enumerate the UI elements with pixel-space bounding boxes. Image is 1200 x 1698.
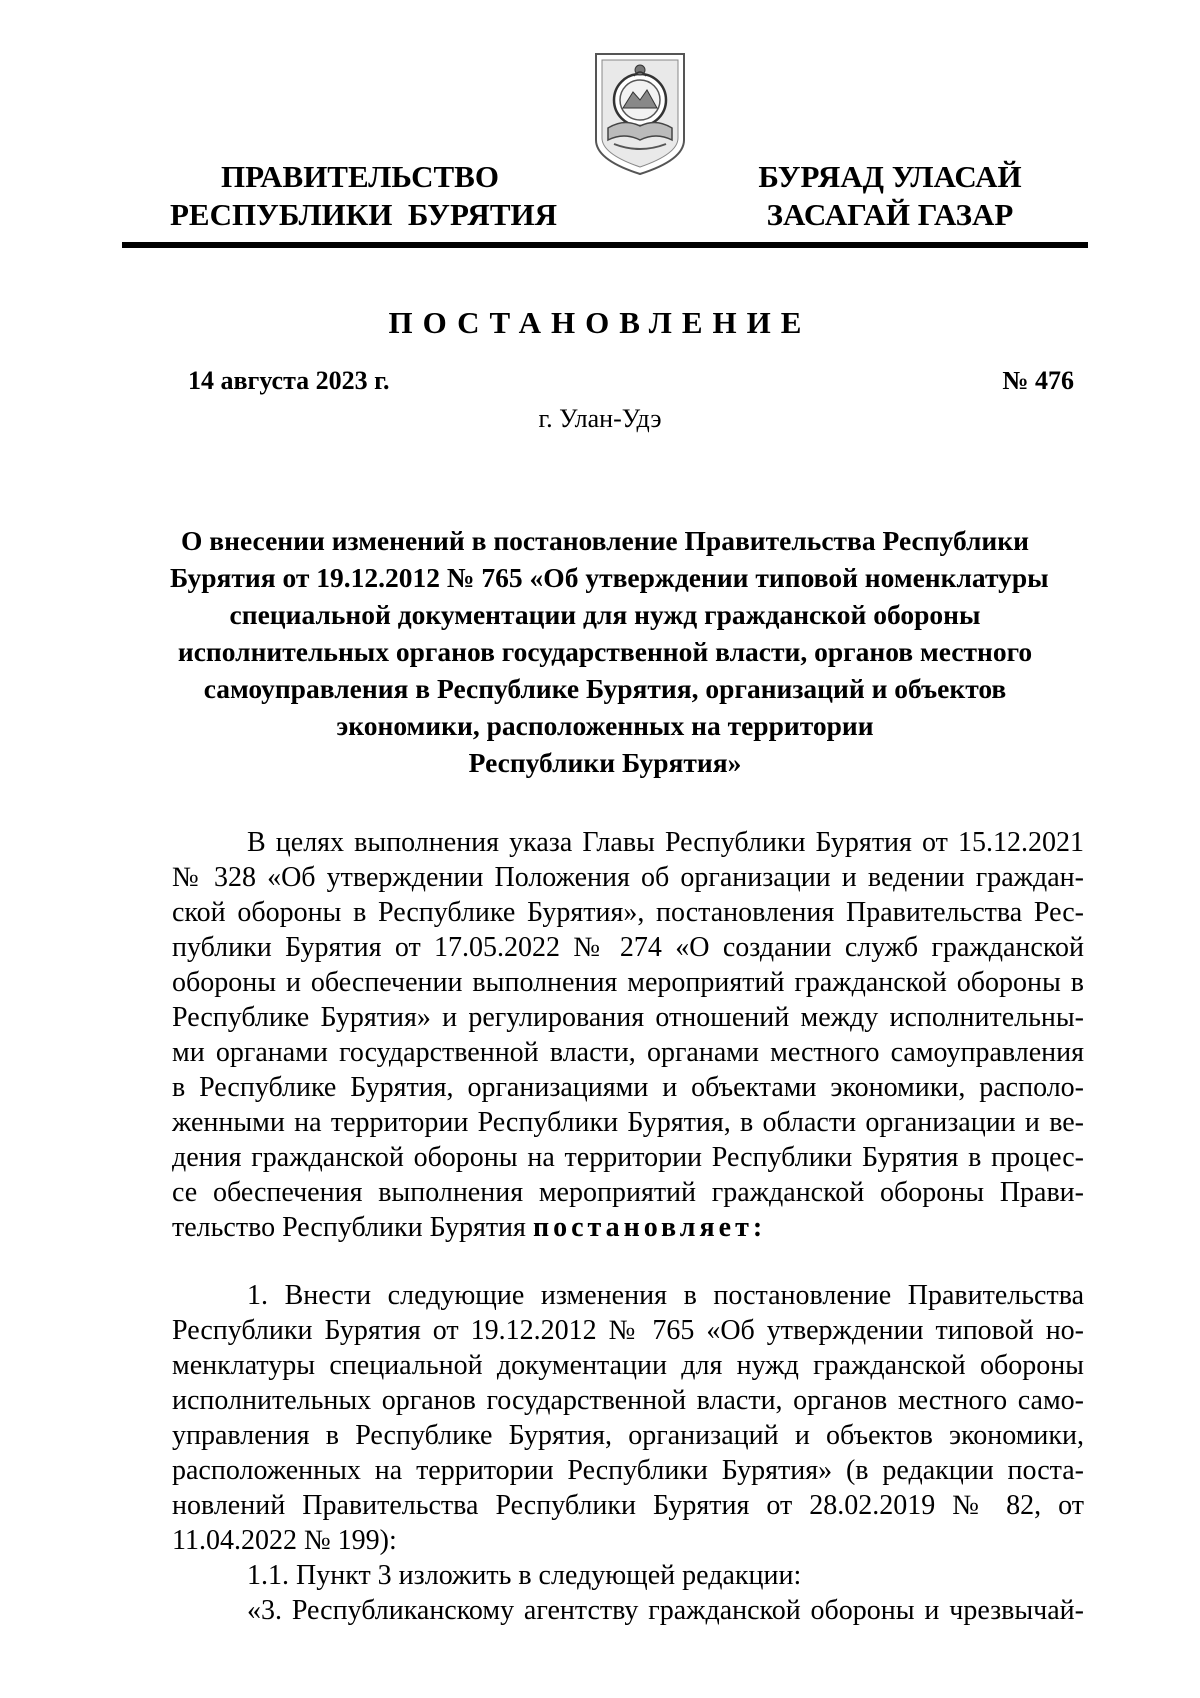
preamble-line: Республике Бурятия» и регулирования отношений между исполнительны-: [172, 1002, 1084, 1033]
preamble-line: В целях выполнения указа Главы Республики Бурятия от 15.12.2021: [247, 827, 1084, 858]
preamble-last-line-text: тельство Республики Бурятия: [172, 1212, 533, 1243]
org-name-russian-line1: ПРАВИТЕЛЬСТВО: [221, 159, 499, 194]
item-1-line: расположенных на территории Республики Бурятия» (в редакции поста-: [172, 1455, 1084, 1486]
resolution-keyword: постановляет:: [532, 1212, 767, 1243]
document-city: г. Улан-Удэ: [538, 404, 662, 433]
preamble-line: в Республике Бурятия, организациями и объектами экономики, располо-: [172, 1072, 1084, 1103]
org-name-buryat-line2: ЗАСАГАЙ ГАЗАР: [766, 197, 1014, 232]
coat-of-arms-icon: [590, 48, 690, 178]
item-1-line: управления в Республике Бурятия, организаций и объектов экономики,: [172, 1420, 1084, 1451]
item-1-line: новлений Правительства Республики Бурятия от 28.02.2019 № 82, от: [172, 1490, 1084, 1521]
preamble-line: публики Бурятия от 17.05.2022 № 274 «О создании служб гражданской: [172, 932, 1084, 963]
document-title: [170, 522, 1049, 781]
preamble-line: ми органами государственной власти, органами местного самоуправления: [172, 1037, 1084, 1068]
title-line: О внесении изменений в постановление Правительства Республики: [181, 525, 1029, 556]
header-divider: [122, 242, 1088, 248]
org-name-russian-line2: РЕСПУБЛИКИ БУРЯТИЯ: [170, 197, 558, 232]
preamble-line: се обеспечения выполнения мероприятий гражданской обороны Прави-: [172, 1177, 1084, 1208]
title-line: специальной документации для нужд гражданской обороны: [229, 599, 981, 630]
org-name-russian: [170, 158, 558, 234]
document-body: [172, 825, 1084, 1628]
item-1-line: Республики Бурятия от 19.12.2012 № 765 «Об утверждении типовой но-: [172, 1315, 1084, 1346]
title-line: экономики, расположенных на территории: [336, 710, 874, 741]
title-line: исполнительных органов государственной власти, органов местного: [177, 636, 1033, 667]
document-number: № 476: [1002, 366, 1074, 395]
item-1-line: 11.04.2022 № 199):: [172, 1525, 397, 1556]
document-date: 14 августа 2023 г.: [188, 366, 390, 395]
preamble-line: обороны и обеспечении выполнения мероприятий гражданской обороны в: [172, 967, 1084, 998]
item-1-paragraph: [172, 1278, 1084, 1558]
title-line: Республики Бурятия»: [468, 747, 742, 778]
paragraph-gap: [172, 1245, 1084, 1278]
org-name-buryat: [740, 158, 1040, 234]
preamble-line: ской обороны в Республике Бурятия», постановления Правительства Рес-: [172, 897, 1084, 928]
preamble-last-line: [172, 1210, 1084, 1245]
item-3-quote: «3. Республиканскому агентству гражданской обороны и чрезвычай-: [247, 1595, 1084, 1626]
preamble-line: дения гражданской обороны на территории Республики Бурятия в процес-: [172, 1142, 1084, 1173]
document-type: ПОСТАНОВЛЕНИЕ: [388, 305, 812, 340]
item-1-line: менклатуры специальной документации для нужд гражданской обороны: [172, 1350, 1084, 1381]
preamble-line: № 328 «Об утверждении Положения об организации и ведении граждан-: [172, 862, 1084, 893]
item-1-line: исполнительных органов государственной власти, органов местного само-: [172, 1385, 1084, 1416]
item-1-1: 1.1. Пункт 3 изложить в следующей редакции:: [247, 1560, 802, 1591]
title-line: Бурятия от 19.12.2012 № 765 «Об утверждении типовой номенклатуры: [170, 562, 1049, 593]
preamble-line: женными на территории Республики Бурятия, в области организации и ве-: [172, 1107, 1084, 1138]
title-line: самоуправления в Республике Бурятия, организаций и объектов: [203, 673, 1007, 704]
item-1-line: 1. Внести следующие изменения в постановление Правительства: [247, 1280, 1084, 1311]
org-name-buryat-line1: БУРЯАД УЛАСАЙ: [758, 159, 1022, 194]
preamble-paragraph: [172, 825, 1084, 1245]
